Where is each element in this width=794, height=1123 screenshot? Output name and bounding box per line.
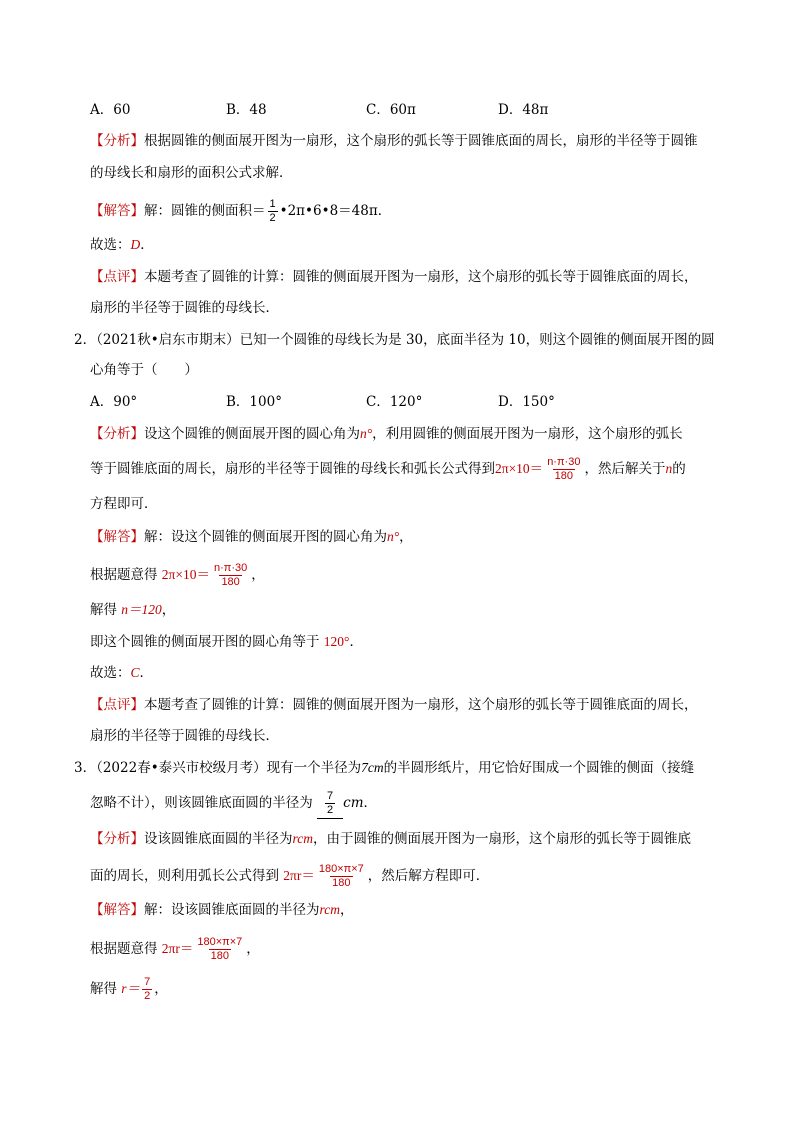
q3-equation-line (90, 935, 260, 963)
q1-option-c: C．60π (366, 102, 416, 118)
q1-options (90, 100, 710, 120)
q2-n-degree: n° (360, 426, 373, 441)
q2-answer: C (130, 665, 140, 680)
q2-equation-line (90, 561, 265, 589)
q3-number: 3． (74, 760, 97, 776)
q3-fraction (317, 863, 366, 890)
q2-conclusion-line (90, 632, 363, 652)
q2-analysis-3: 方程即可． (90, 496, 158, 512)
q2-analysis-2b: ，然后解关于 (584, 461, 666, 477)
q1-analysis-line2 (90, 163, 293, 183)
q3-answer-blank (317, 788, 343, 819)
q3-solve-fraction (142, 976, 152, 1003)
q2-fraction-2 (212, 562, 249, 589)
q2-analysis-1b: ，利用圆锥的侧面展开图为一扇形，这个扇形的弧长 (372, 426, 683, 442)
q2-choose-pre: 故选： (90, 665, 131, 681)
q3-analysis-line1 (90, 829, 691, 849)
q2-analysis-line3 (90, 494, 158, 514)
q3-eq-left-2: 2πr＝ (161, 941, 194, 956)
q2-solve-line (90, 600, 175, 620)
q1-option-d: D．48π (498, 102, 549, 118)
q3-blank-fraction (325, 790, 335, 817)
q2-solve-post: ， (161, 602, 176, 618)
q2-number: 2． (74, 332, 97, 348)
q2-solve-pre: 解得 (90, 602, 117, 618)
q2-frac2-num: n·π·30 (213, 562, 248, 574)
q3-stem-2a: 忽略不计），则该圆锥底面圆的半径为 (90, 795, 313, 811)
q3-analysis-1b: ，由于圆锥的侧面展开图为一扇形，这个扇形的弧长等于圆锥底 (313, 831, 691, 847)
q1-fraction (268, 198, 278, 225)
q2-comment-line2 (90, 726, 279, 746)
analysis-tag: 【分析】 (90, 426, 144, 442)
q2-eq-comma: ， (251, 567, 265, 583)
q3-stem-2b: ． (363, 795, 378, 811)
q2-eq-left-2: 2π×10＝ (161, 567, 210, 582)
q2-option-d: D．150° (498, 394, 555, 410)
q1-frac-den: 2 (269, 212, 276, 224)
q3-stem-1b: 的半圆形纸片，用它恰好围成一个圆锥的侧面（接缝 (383, 760, 695, 776)
q3-frac-num: 180×π×7 (318, 863, 364, 875)
q3-eq-comma: ， (246, 941, 260, 957)
q3-solution-1a: 解：设该圆锥底面圆的半径为 (144, 902, 320, 918)
q3-rcm: rcm (292, 831, 313, 846)
q1-option-b: B．48 (226, 102, 267, 118)
q3-solve-line (90, 975, 168, 1003)
q2-solution-line1 (90, 527, 413, 547)
q2-conclusion-pre: 即这个圆锥的侧面展开图的圆心角等于 (90, 634, 320, 650)
q3-solve-den: 2 (144, 990, 151, 1002)
q2-conclusion-val: 120° (323, 634, 350, 649)
q2-solution-n-degree: n° (387, 529, 400, 544)
q2-analysis-line2 (90, 455, 686, 483)
q3-analysis-line2 (90, 862, 489, 890)
q3-stem-cm: cm (343, 795, 364, 811)
q3-solution-line1 (90, 900, 354, 920)
q2-comment-line1 (90, 695, 698, 715)
solution-tag: 【解答】 (90, 529, 144, 545)
q3-solution-rcm: rcm (319, 902, 340, 917)
q3-frac2-den: 180 (210, 950, 229, 962)
q3-blank-den: 2 (327, 804, 334, 816)
q1-answer: D (130, 237, 141, 252)
analysis-tag: 【分析】 (90, 831, 144, 847)
q3-analysis-2a: 面的周长，则利用弧长公式得到 (90, 868, 279, 884)
q2-choose-line (90, 663, 153, 683)
q1-solution-pre: 解：圆锥的侧面积＝ (144, 203, 266, 219)
q1-option-a: A．60 (90, 102, 131, 118)
q3-blank-num: 7 (327, 790, 334, 802)
analysis-tag: 【分析】 (90, 133, 144, 149)
comment-tag: 【点评】 (90, 269, 144, 285)
q3-solve-pre: 解得 (90, 981, 117, 997)
q2-n-var: n (665, 461, 673, 476)
q1-choose-line (90, 235, 154, 255)
q2-fraction (545, 456, 582, 483)
q2-comment-text1: 本题考查了圆锥的计算：圆锥的侧面展开图为一扇形，这个扇形的弧长等于圆锥底面的周长， (144, 697, 698, 713)
q3-fraction-2 (195, 936, 244, 963)
comment-tag: 【点评】 (90, 697, 144, 713)
q2-stem-text2: 心角等于（ ） (90, 362, 198, 378)
q2-conclusion-post: ． (349, 634, 363, 650)
q1-comment-text2: 扇形的半径等于圆锥的母线长． (90, 300, 279, 316)
q2-solve-eq: n＝120 (121, 602, 162, 617)
q2-stem-line1 (74, 330, 715, 350)
q2-analysis-2a: 等于圆锥底面的周长，扇形的半径等于圆锥的母线长和弧长公式得到 (90, 461, 495, 477)
solution-tag: 【解答】 (90, 203, 144, 219)
q1-analysis-text2: 的母线长和扇形的面积公式求解． (90, 165, 293, 181)
q3-solution-1b: ， (340, 902, 354, 918)
q2-stem-text1: （2021秋•启东市期末）已知一个圆锥的母线长为是 30，底面半径为 10，则这个圆锥的侧面展开图的圆 (96, 332, 715, 348)
q3-solve-post: ， (154, 981, 168, 997)
q3-analysis-1a: 设该圆锥底面圆的半径为 (144, 831, 293, 847)
q1-solution-post: •2π•6•8＝48π． (279, 203, 392, 219)
q3-eq-left: 2πr＝ (283, 868, 315, 883)
q1-choose-post: ． (140, 237, 154, 253)
q1-solution-line (90, 198, 391, 224)
q2-frac-den: 180 (554, 470, 573, 482)
q3-stem-line2 (90, 788, 377, 818)
q2-option-a: A．90° (90, 394, 138, 410)
q2-solution-1a: 解：设这个圆锥的侧面展开图的圆心角为 (144, 529, 387, 545)
q1-analysis-line1 (90, 131, 698, 151)
q1-comment-line1 (90, 267, 698, 287)
q3-solve-var: r＝ (121, 981, 141, 996)
q2-option-b: B．100° (226, 394, 282, 410)
q1-analysis-text1: 根据圆锥的侧面展开图为一扇形，这个扇形的弧长等于圆锥底面的周长，扇形的半径等于圆锥 (144, 133, 698, 149)
q2-by-problem: 根据题意得 (90, 567, 158, 583)
q2-analysis-1a: 设这个圆锥的侧面展开图的圆心角为 (144, 426, 360, 442)
q2-stem-line2 (90, 360, 198, 380)
q3-frac-den: 180 (332, 877, 351, 889)
q2-comment-text2: 扇形的半径等于圆锥的母线长． (90, 728, 279, 744)
q2-frac2-den: 180 (221, 576, 240, 588)
q3-frac2-num: 180×π×7 (197, 936, 243, 948)
q1-comment-text1: 本题考查了圆锥的计算：圆锥的侧面展开图为一扇形，这个扇形的弧长等于圆锥底面的周长， (144, 269, 698, 285)
q1-comment-line2 (90, 298, 279, 318)
q2-analysis-line1 (90, 424, 683, 444)
q2-frac-num: n·π·30 (547, 456, 581, 468)
q2-choose-post: ． (139, 665, 154, 681)
q1-frac-num: 1 (269, 198, 276, 210)
q2-analysis-2c: 的 (672, 461, 686, 477)
solution-tag: 【解答】 (90, 902, 144, 918)
q2-solution-1b: ， (399, 529, 413, 545)
q2-option-c: C．120° (366, 394, 423, 410)
q3-stem-7cm: 7cm (361, 760, 384, 775)
q3-stem-1a: （2022春•泰兴市校级月考）现有一个半径为 (96, 760, 362, 776)
q1-choose-pre: 故选： (90, 237, 131, 253)
q3-analysis-2b: ，然后解方程即可． (367, 868, 490, 884)
q2-options (90, 392, 710, 412)
q3-by-problem: 根据题意得 (90, 941, 158, 957)
q3-solve-num: 7 (144, 976, 151, 988)
q3-stem-line1 (74, 758, 694, 778)
q2-eq-left: 2π×10＝ (495, 461, 544, 476)
